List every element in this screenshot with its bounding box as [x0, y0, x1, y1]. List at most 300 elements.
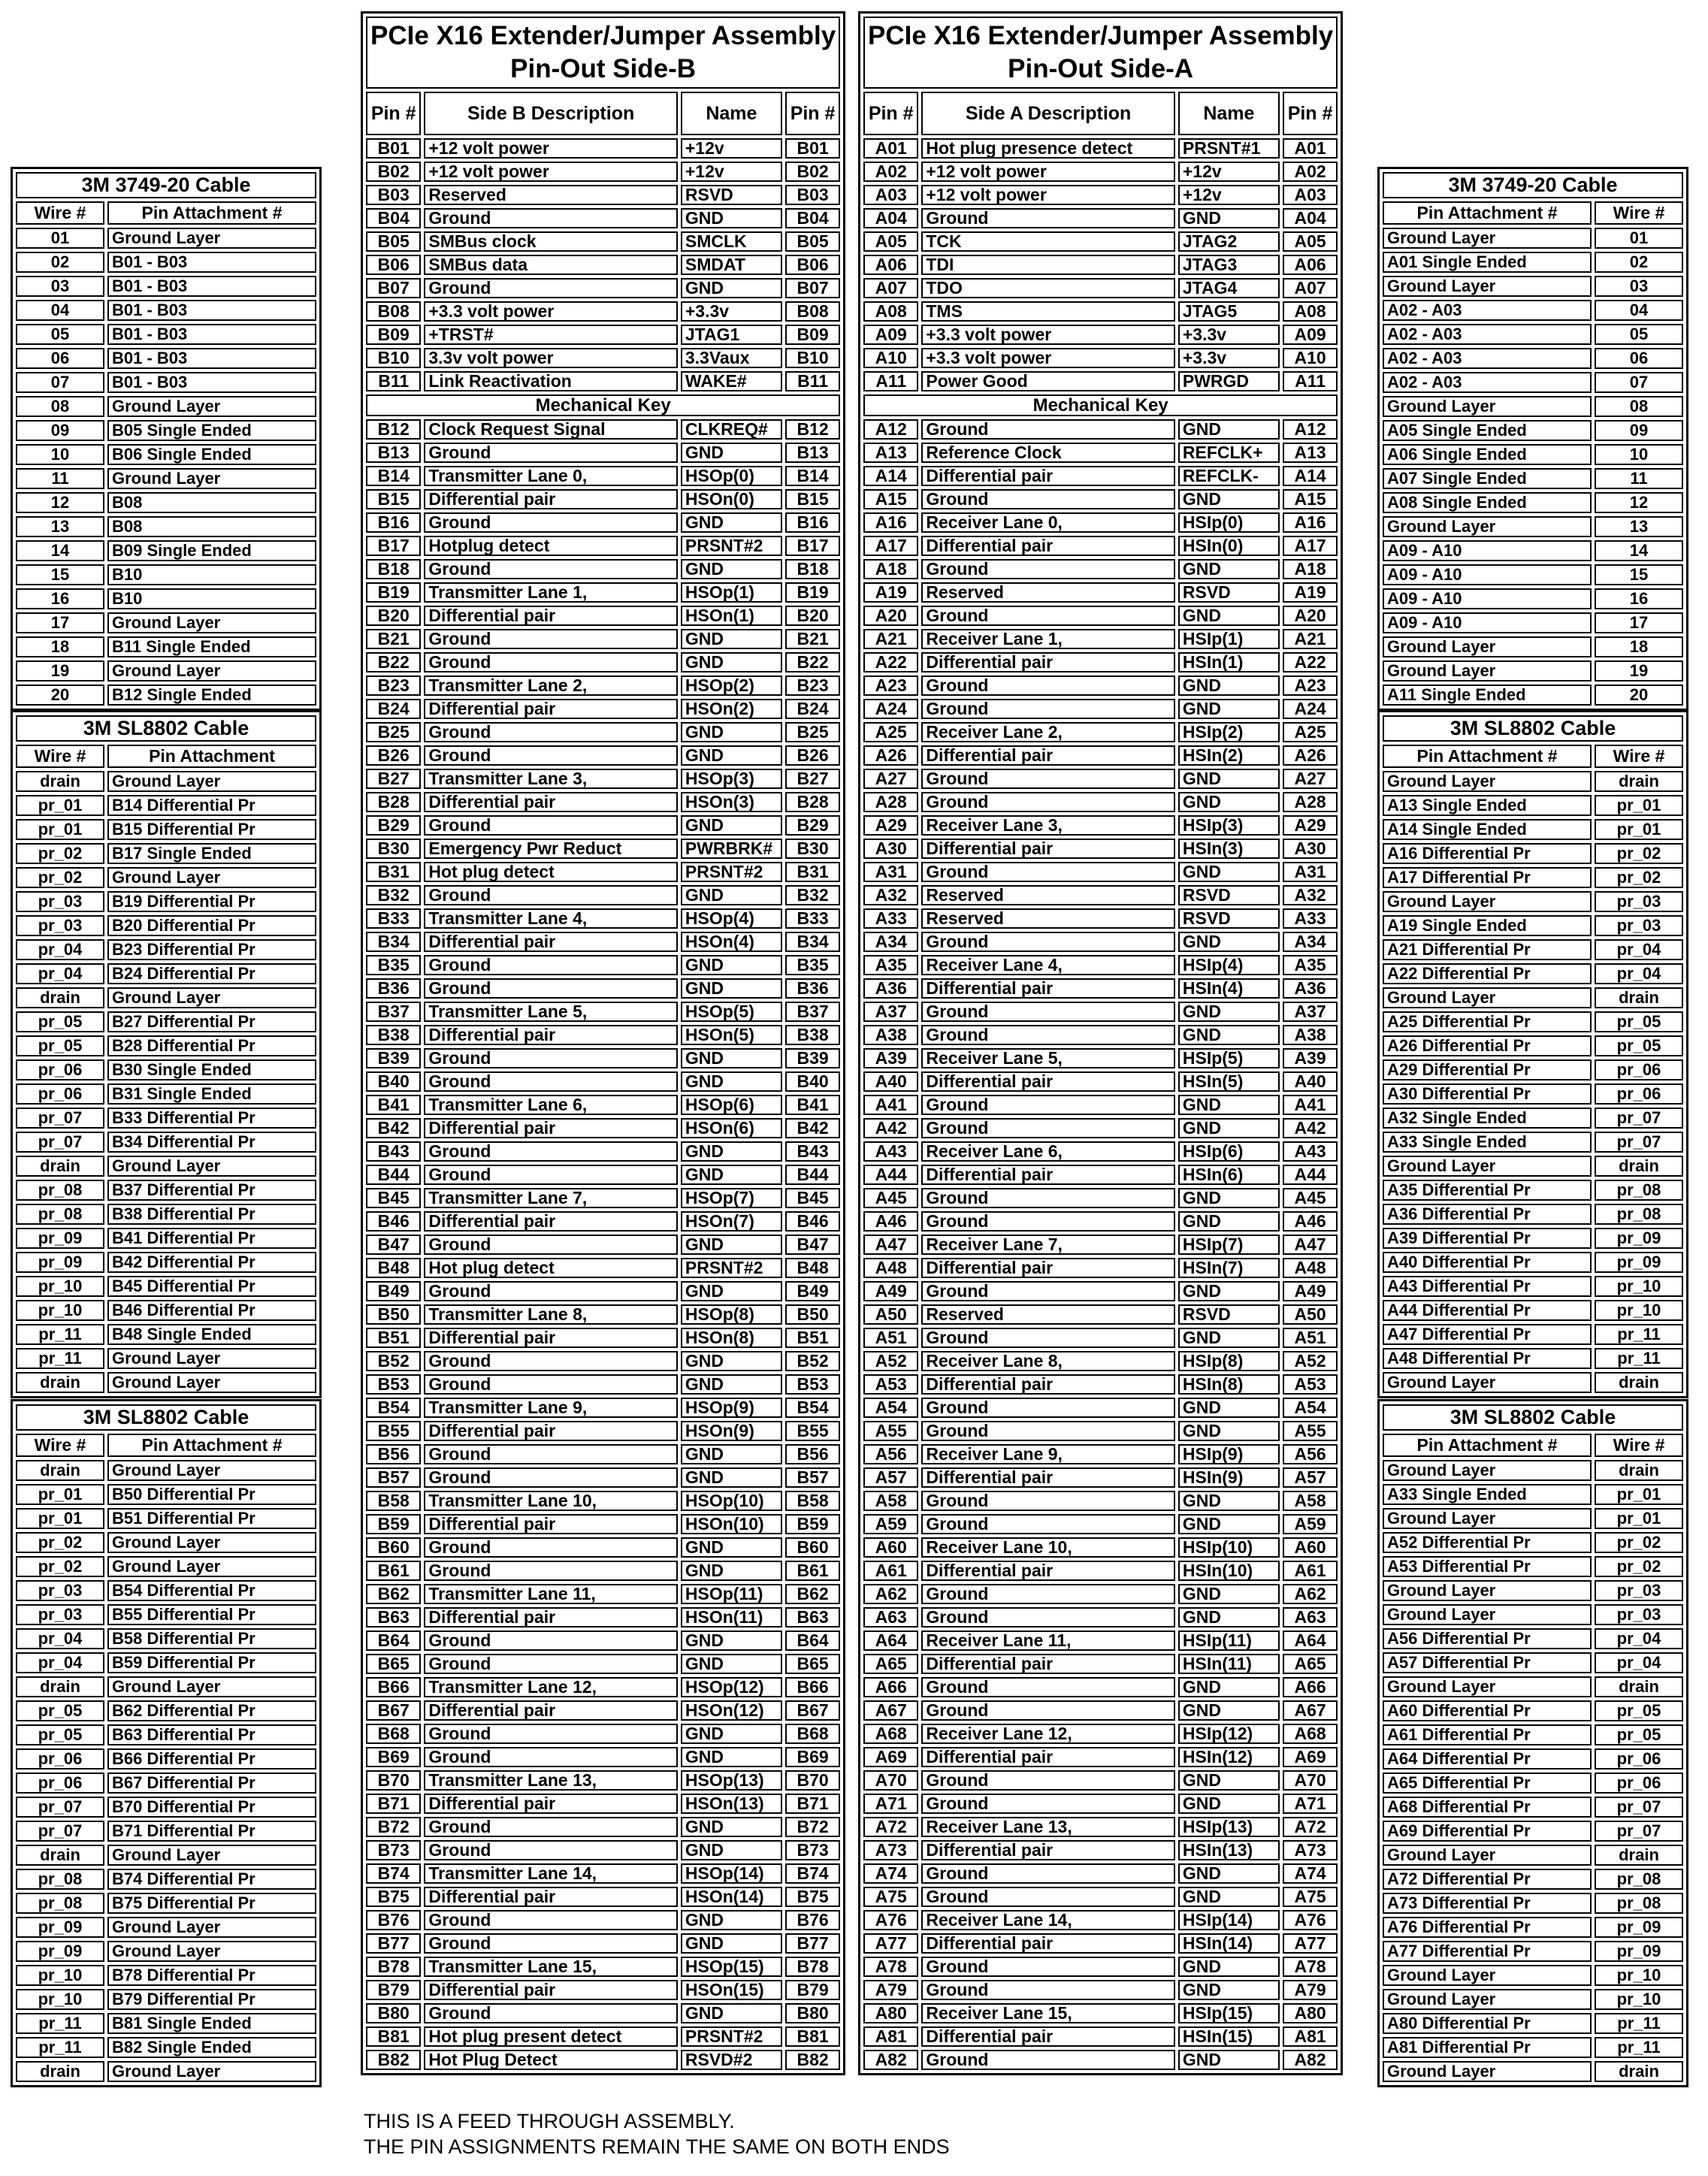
table-row — [366, 908, 840, 929]
table-cell: A41 — [863, 1095, 918, 1115]
table-row — [863, 1887, 1338, 1907]
table-cell: Transmitter Lane 0, — [424, 466, 678, 486]
table-cell: A62 — [863, 1584, 918, 1604]
table-row — [863, 1467, 1338, 1488]
table-row — [366, 278, 840, 298]
table-cell: GND — [1178, 1770, 1280, 1791]
table-row — [16, 1941, 316, 1962]
table-row — [1383, 1797, 1683, 1818]
table-cell: pr_09 — [1595, 1228, 1683, 1249]
table-cell: B07 — [785, 278, 840, 298]
table-cell: GND — [681, 1374, 782, 1395]
table-cell: pr_01 — [1595, 1484, 1683, 1505]
table-cell: drain — [1595, 1845, 1683, 1866]
table-row — [366, 1491, 840, 1511]
table-row — [16, 1059, 316, 1080]
table-cell: A60 Differential Pr — [1383, 1700, 1592, 1721]
table-cell: 08 — [16, 396, 104, 417]
table-row — [16, 492, 316, 513]
table-cell: GND — [681, 978, 782, 999]
table-cell: A77 Differential Pr — [1383, 1941, 1592, 1962]
table-cell: SMCLK — [681, 231, 782, 252]
table-cell: 3.3Vaux — [681, 348, 782, 368]
table-cell: B75 — [785, 1887, 840, 1907]
table-cell: A03 — [1283, 185, 1338, 205]
table-cell: A01 — [863, 138, 918, 159]
table-cell: A28 — [863, 792, 918, 812]
table-cell: Differential pair — [424, 1514, 678, 1534]
table-row — [863, 1840, 1338, 1860]
table-cell: Hot plug detect — [424, 1258, 678, 1278]
table-cell: Ground — [921, 419, 1175, 440]
table-cell: Ground — [921, 1607, 1175, 1627]
table-cell: Ground — [921, 208, 1175, 228]
table-cell: pr_10 — [1595, 1276, 1683, 1297]
table-cell: B50 — [366, 1304, 421, 1325]
table-cell: A36 — [1283, 978, 1338, 999]
table-cell: pr_05 — [1595, 1035, 1683, 1056]
table-cell: pr_06 — [1595, 1083, 1683, 1105]
table-row — [16, 1917, 316, 1938]
table-row — [1383, 987, 1683, 1008]
table-row — [16, 252, 316, 273]
table-row — [366, 348, 840, 368]
table-cell: Transmitter Lane 7, — [424, 1188, 678, 1208]
table-cell: A82 — [1283, 2050, 1338, 2070]
table-cell: Differential pair — [424, 1211, 678, 1232]
table-row — [863, 1071, 1338, 1092]
table-row — [16, 987, 316, 1008]
table-row — [16, 771, 316, 792]
table-cell: A46 — [863, 1211, 918, 1232]
table-cell: Ground Layer — [1383, 1604, 1592, 1625]
table-cell: A71 — [863, 1794, 918, 1814]
table-cell: A53 — [1283, 1374, 1338, 1395]
table-cell: B36 — [366, 978, 421, 999]
table-cell: 18 — [1595, 636, 1683, 657]
table-row — [1383, 2061, 1683, 2082]
table-row — [16, 1276, 316, 1297]
table-cell: A19 — [863, 582, 918, 603]
table-cell: B25 — [785, 722, 840, 742]
table-cell: HSIn(15) — [1178, 2026, 1280, 2047]
table-row — [863, 1118, 1338, 1138]
table-cell: GND — [1178, 559, 1280, 579]
table-cell: PRSNT#2 — [681, 2026, 782, 2047]
table-cell: Ground — [921, 1002, 1175, 1022]
table-cell: B34 — [366, 932, 421, 952]
table-cell: A61 Differential Pr — [1383, 1724, 1592, 1745]
table-cell: B47 — [785, 1235, 840, 1255]
table-cell: A04 — [863, 208, 918, 228]
table-cell: A44 — [863, 1165, 918, 1185]
table-row — [16, 588, 316, 609]
table-cell: A52 Differential Pr — [1383, 1532, 1592, 1553]
table-cell: 11 — [16, 468, 104, 489]
table-cell: B48 — [785, 1258, 840, 1278]
table-row — [1383, 1676, 1683, 1697]
table-cell: JTAG2 — [1178, 231, 1280, 252]
table-cell: A35 — [863, 955, 918, 975]
table-row — [16, 228, 316, 249]
table-row — [366, 1211, 840, 1232]
table-cell: pr_05 — [1595, 1724, 1683, 1745]
table-cell: HSOn(12) — [681, 1700, 782, 1721]
table-cell: HSIp(13) — [1178, 1817, 1280, 1837]
table-cell: Ground — [921, 699, 1175, 719]
table-cell: B78 — [366, 1957, 421, 1977]
table-cell: A22 — [1283, 652, 1338, 672]
table-row — [1383, 1180, 1683, 1201]
table-cell: Ground — [921, 1281, 1175, 1301]
table-cell: Hot Plug Detect — [424, 2050, 678, 2070]
table-cell: B32 — [785, 885, 840, 905]
table-cell: Ground — [424, 1351, 678, 1371]
table-cell: HSOp(0) — [681, 466, 782, 486]
table-cell: HSOp(10) — [681, 1491, 782, 1511]
table-cell: A73 Differential Pr — [1383, 1893, 1592, 1914]
table-cell: B38 — [366, 1025, 421, 1045]
table-cell: A34 — [863, 932, 918, 952]
table-cell: A67 — [1283, 1700, 1338, 1721]
table-cell: GND — [1178, 1957, 1280, 1977]
table-cell: Differential pair — [921, 536, 1175, 556]
table-cell: GND — [1178, 862, 1280, 882]
table-row — [366, 1630, 840, 1651]
table-cell: A57 Differential Pr — [1383, 1652, 1592, 1673]
table-cell: WAKE# — [681, 371, 782, 391]
table-cell: B81 — [785, 2026, 840, 2047]
title-line-1: PCIe X16 Extender/Jumper Assembly — [868, 21, 1334, 50]
table-cell: Ground — [424, 722, 678, 742]
table-cell: A51 — [863, 1328, 918, 1348]
table-cell: B29 — [366, 815, 421, 836]
table-cell: B67 — [366, 1700, 421, 1721]
table-cell: JTAG3 — [1178, 255, 1280, 275]
table-cell: 20 — [16, 685, 104, 706]
table-row — [863, 769, 1338, 789]
table-cell: Ground Layer — [1383, 228, 1592, 249]
table-row — [863, 582, 1338, 603]
table-cell: A25 — [863, 722, 918, 742]
table-row — [366, 1002, 840, 1022]
table-cell: B09 — [785, 325, 840, 345]
table-row — [366, 815, 840, 836]
table-cell: drain — [1595, 1372, 1683, 1393]
table-row — [16, 1748, 316, 1770]
table-cell: B11 — [366, 371, 421, 391]
table-cell: GND — [681, 1840, 782, 1860]
table-row — [863, 932, 1338, 952]
table-cell: HSIn(6) — [1178, 1165, 1280, 1185]
table-cell: HSOp(9) — [681, 1398, 782, 1418]
table-row — [16, 444, 316, 465]
table-cell: A66 — [1283, 1677, 1338, 1697]
table-cell: B01 - B03 — [107, 324, 316, 345]
table-row — [863, 1421, 1338, 1441]
table-row — [863, 1328, 1338, 1348]
table-row — [1383, 396, 1683, 417]
table-cell: 19 — [1595, 660, 1683, 682]
table-cell: A08 — [863, 301, 918, 322]
table-row — [366, 1141, 840, 1162]
table-row — [366, 1957, 840, 1977]
table-cell: B60 — [785, 1537, 840, 1558]
cable-table-sl8802-side-b-2 — [11, 1399, 322, 2087]
table-cell: A76 — [863, 1910, 918, 1930]
table-cell: HSOn(10) — [681, 1514, 782, 1534]
table-cell: HSOp(11) — [681, 1584, 782, 1604]
table-cell: A73 — [863, 1840, 918, 1860]
table-row — [1383, 1941, 1683, 1962]
table-cell: GND — [1178, 1188, 1280, 1208]
table-cell: B31 — [785, 862, 840, 882]
table-cell: B77 — [366, 1933, 421, 1954]
table-cell: +12 volt power — [424, 162, 678, 182]
table-cell: GND — [681, 722, 782, 742]
table-cell: A42 — [863, 1118, 918, 1138]
table-cell: B56 — [366, 1444, 421, 1464]
table-cell: Differential pair — [424, 1025, 678, 1045]
table-cell: Ground — [921, 932, 1175, 952]
table-cell: A60 — [863, 1537, 918, 1558]
table-cell: pr_02 — [16, 867, 104, 888]
table-row — [863, 1770, 1338, 1791]
table-cell: B49 — [366, 1281, 421, 1301]
table-cell: GND — [681, 1933, 782, 1954]
table-cell: Receiver Lane 10, — [921, 1537, 1175, 1558]
table-cell: A35 Differential Pr — [1383, 1180, 1592, 1201]
table-cell: A38 — [863, 1025, 918, 1045]
table-cell: Hotplug detect — [424, 536, 678, 556]
table-row — [863, 1630, 1338, 1651]
table-cell: Ground — [424, 1165, 678, 1185]
table-cell: B29 — [785, 815, 840, 836]
table-cell: drain — [16, 1676, 104, 1697]
table-cell: 15 — [16, 564, 104, 585]
table-cell: B15 — [366, 489, 421, 509]
table-row — [863, 606, 1338, 626]
table-cell: A40 Differential Pr — [1383, 1252, 1592, 1273]
table-cell: Ground Layer — [1383, 891, 1592, 912]
table-cell: Emergency Pwr Reduct — [424, 839, 678, 859]
table-cell: drain — [1595, 771, 1683, 792]
table-cell: Differential pair — [921, 839, 1175, 859]
table-row — [366, 1095, 840, 1115]
table-cell: A18 — [1283, 559, 1338, 579]
cable-table-sl8802-side-b-1 — [11, 710, 322, 1398]
table-row — [16, 1893, 316, 1914]
table-cell: A48 — [863, 1258, 918, 1278]
table-row — [863, 699, 1338, 719]
table-cell: Ground — [921, 675, 1175, 696]
table-cell: Receiver Lane 14, — [921, 1910, 1175, 1930]
table-cell: A69 — [1283, 1747, 1338, 1767]
table-row — [863, 1165, 1338, 1185]
table-cell: Differential pair — [424, 606, 678, 626]
table-cell: GND — [681, 1165, 782, 1185]
table-cell: A08 — [1283, 301, 1338, 322]
table-cell: B03 — [785, 185, 840, 205]
table-cell: Ground — [424, 1467, 678, 1488]
table-cell: A31 — [863, 862, 918, 882]
table-row — [1383, 1893, 1683, 1914]
table-cell: B21 — [366, 629, 421, 649]
table-row — [366, 2050, 840, 2070]
table-cell: B45 — [785, 1188, 840, 1208]
table-cell: B45 Differential Pr — [107, 1276, 316, 1297]
table-cell: A36 Differential Pr — [1383, 1204, 1592, 1225]
table-cell: pr_04 — [1595, 1628, 1683, 1649]
table-row — [366, 466, 840, 486]
table-cell: Transmitter Lane 4, — [424, 908, 678, 929]
table-cell: B06 — [366, 255, 421, 275]
table-cell: drain — [16, 1845, 104, 1866]
table-cell: A43 — [863, 1141, 918, 1162]
table-cell: A42 — [1283, 1118, 1338, 1138]
table-cell: B70 — [785, 1770, 840, 1791]
table-cell: B08 — [107, 516, 316, 537]
table-cell: Ground — [424, 1817, 678, 1837]
table-cell: B08 — [366, 301, 421, 322]
table-cell: 08 — [1595, 396, 1683, 417]
table-cell: Ground Layer — [107, 987, 316, 1008]
table-cell: B41 — [785, 1095, 840, 1115]
table-cell: A40 — [1283, 1071, 1338, 1092]
table-cell: Reserved — [424, 185, 678, 205]
table-cell: pr_02 — [16, 1532, 104, 1553]
table-row — [366, 652, 840, 672]
table-cell: PWRBRK# — [681, 839, 782, 859]
table-cell: B26 — [785, 745, 840, 766]
table-cell: B67 Differential Pr — [107, 1773, 316, 1794]
table-cell: A43 — [1283, 1141, 1338, 1162]
table-cell: Ground — [921, 1700, 1175, 1721]
table-row — [366, 419, 840, 440]
table-cell: TMS — [921, 301, 1175, 322]
table-row — [16, 1180, 316, 1201]
table-cell: B65 — [366, 1654, 421, 1674]
table-cell: JTAG1 — [681, 325, 782, 345]
table-cell: A80 — [863, 2003, 918, 2023]
table-cell: A09 - A10 — [1383, 540, 1592, 561]
table-row — [1383, 2013, 1683, 2034]
table-row — [1383, 636, 1683, 657]
table-row — [863, 443, 1338, 463]
table-cell: Differential pair — [424, 1328, 678, 1348]
table-cell: A43 Differential Pr — [1383, 1276, 1592, 1297]
table-cell: pr_03 — [16, 915, 104, 936]
table-cell: +12v — [681, 138, 782, 159]
table-cell: pr_04 — [1595, 939, 1683, 960]
table-cell: HSIp(14) — [1178, 1910, 1280, 1930]
table-row — [16, 1132, 316, 1153]
table-cell: A39 — [863, 1048, 918, 1068]
table-cell: A55 — [1283, 1421, 1338, 1441]
table-cell: GND — [681, 1630, 782, 1651]
table-cell: A45 — [1283, 1188, 1338, 1208]
table-row — [366, 1677, 840, 1697]
table-cell: A31 — [1283, 862, 1338, 882]
table-cell: GND — [681, 1048, 782, 1068]
table-cell: 19 — [16, 660, 104, 682]
table-cell: B48 — [366, 1258, 421, 1278]
table-cell: GND — [681, 652, 782, 672]
table-cell: SMBus clock — [424, 231, 678, 252]
table-cell: B17 — [366, 536, 421, 556]
table-row — [863, 1141, 1338, 1162]
table-cell: pr_05 — [16, 1724, 104, 1745]
table-row — [1383, 444, 1683, 465]
table-cell: A72 — [1283, 1817, 1338, 1837]
table-cell: GND — [681, 208, 782, 228]
table-cell: A02 - A03 — [1383, 348, 1592, 369]
table-row — [863, 862, 1338, 882]
table-cell: Ground Layer — [1383, 636, 1592, 657]
table-cell: B27 Differential Pr — [107, 1011, 316, 1032]
table-cell: REFCLK- — [1178, 466, 1280, 486]
table-cell: 20 — [1595, 685, 1683, 706]
table-row — [863, 301, 1338, 322]
table-cell: B59 — [785, 1514, 840, 1534]
table-cell: pr_01 — [16, 819, 104, 840]
table-cell: 02 — [16, 252, 104, 273]
table-cell: Ground — [424, 2003, 678, 2023]
table-cell: A17 — [1283, 536, 1338, 556]
table-cell: B10 — [107, 564, 316, 585]
table-row — [16, 1556, 316, 1577]
table-row — [16, 1965, 316, 1986]
table-cell: HSIp(6) — [1178, 1141, 1280, 1162]
table-cell: A05 — [1283, 231, 1338, 252]
table-cell: B78 — [785, 1957, 840, 1977]
table-cell: Ground Layer — [1383, 276, 1592, 297]
table-cell: B50 — [785, 1304, 840, 1325]
table-cell: pr_03 — [1595, 1580, 1683, 1601]
table-row — [1383, 348, 1683, 369]
table-cell: A48 Differential Pr — [1383, 1348, 1592, 1369]
table-cell: pr_01 — [16, 1484, 104, 1505]
table-cell: A03 — [863, 185, 918, 205]
column-header: Wire # — [16, 1434, 104, 1457]
table-cell: Ground Layer — [1383, 1156, 1592, 1177]
table-cell: A62 — [1283, 1584, 1338, 1604]
table-row — [16, 1676, 316, 1697]
table-cell: Ground Layer — [1383, 1460, 1592, 1481]
table-row — [16, 348, 316, 369]
table-cell: Transmitter Lane 5, — [424, 1002, 678, 1022]
table-cell: Ground — [424, 745, 678, 766]
table-cell: B40 — [366, 1071, 421, 1092]
table-cell: A27 — [863, 769, 918, 789]
table-row — [366, 769, 840, 789]
table-cell: Receiver Lane 9, — [921, 1444, 1175, 1464]
table-cell: GND — [1178, 1794, 1280, 1814]
table-row — [1383, 588, 1683, 609]
table-cell: RSVD#2 — [681, 2050, 782, 2070]
table-row — [16, 1773, 316, 1794]
table-row — [1383, 1228, 1683, 1249]
table-cell: Differential pair — [921, 745, 1175, 766]
table-cell: B18 — [366, 559, 421, 579]
table-cell: B79 — [366, 1980, 421, 2000]
table-cell: B38 — [785, 1025, 840, 1045]
column-header: Side A Description — [921, 92, 1175, 135]
table-cell: Reserved — [921, 582, 1175, 603]
table-row — [366, 1537, 840, 1558]
table-cell: Ground Layer — [1383, 987, 1592, 1008]
table-cell: A57 — [863, 1467, 918, 1488]
